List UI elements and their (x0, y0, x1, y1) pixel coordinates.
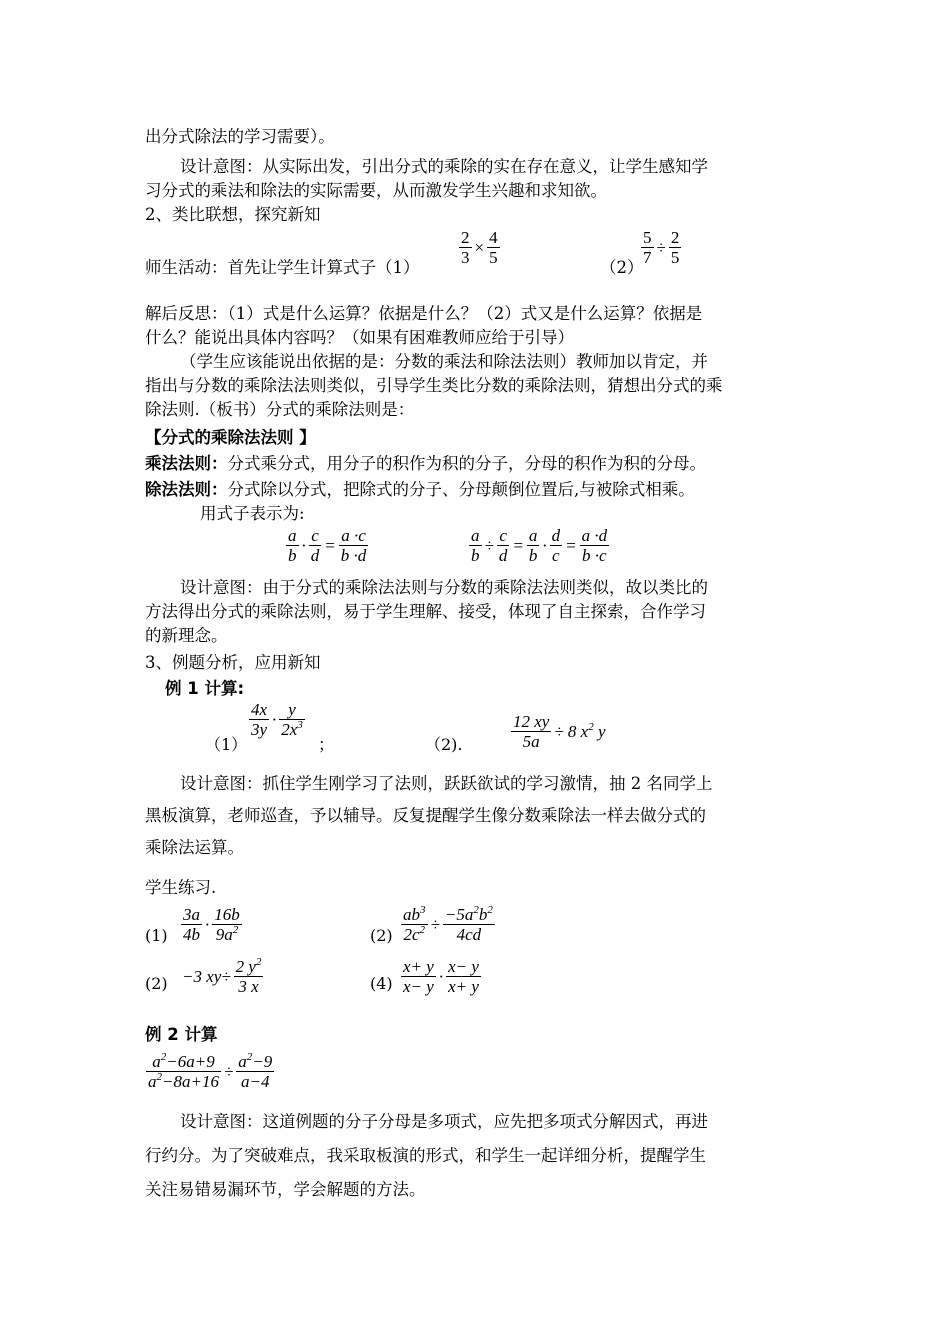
practice-heading: 学生练习. (145, 878, 217, 897)
practice-expr1: $\frac{3a}{4b}$ · $\frac{16b}{9a^2}$ (183, 905, 240, 944)
paragraph-line: 出分式除法的学习需要）。 (145, 127, 335, 146)
expression-label: （1） (205, 735, 248, 754)
practice-expr4: $\frac{x+ y}{x- y}$ · $\frac{x- y}{x+ y}$ (403, 957, 479, 996)
design-intent-line: 设计意图：从实际出发，引出分式的乘除的实在存在意义，让学生感知学 (180, 157, 708, 176)
reflection-line: 什么？能说出具体内容吗？（如果有困难教师应给于引导） (145, 328, 574, 347)
example1-expr2: $\frac{12 xy}{5a}$ ÷ 8 $x^2$ y (513, 712, 606, 751)
division-formula: $\frac{a}{b}$ ÷ $\frac{c}{d}$ = $\frac{a}{b}$ · $\frac{d}{c}$ = $\frac{a \cdot d}{b \cdot c}$ (471, 526, 608, 565)
rule-title: 【分式的乘除法法则 】 (145, 428, 316, 447)
activity-line: 师生活动：首先让学生计算式子（1） (145, 258, 420, 277)
example-heading: 例 2 计算 (145, 1025, 218, 1044)
paragraph-line: 行约分。为了突破难点，我采取板演的形式，和学生一起详细分析，提醒学生 (145, 1146, 706, 1165)
expression-separator: ； (318, 735, 335, 754)
paragraph-line: 乘除法运算。 (145, 838, 244, 857)
example2-expr: $\frac{a^2-6a+9}{a^2-8a+16}$ ÷ $\frac{a^2-9}{a-4}$ (148, 1051, 273, 1091)
paragraph-line: 关注易错易漏环节，学会解题的方法。 (145, 1180, 426, 1199)
division-rule: 除法法则：分式除以分式，把除式的分子、分母颠倒位置后,与被除式相乘。 (145, 480, 695, 499)
multiplication-rule: 乘法法则：分式乘分式，用分子的积作为积的分子，分母的积作为积的分母。 (145, 454, 706, 473)
expression-label: (1) (145, 926, 168, 945)
paragraph-line: 黑板演算，老师巡查，予以辅导。反复提醒学生像分数乘除法一样去做分式的 (145, 806, 706, 825)
reflection-line: 解后反思：（1）式是什么运算？依据是什么？（2）式又是什么运算？依据是 (145, 304, 703, 323)
paragraph-line: 方法得出分式的乘除法则，易于学生理解、接受，体现了自主探索，合作学习 (145, 602, 706, 621)
design-intent-line: 设计意图：抓住学生刚学习了法则，跃跃欲试的学习激情，抽 2 名同学上 (180, 774, 713, 793)
multiplication-formula: $\frac{a}{b}$ · $\frac{c}{d}$ = $\frac{a \cdot c}{b \cdot d}$ (288, 526, 367, 565)
paragraph-line: 习分式的乘法和除法的实际需要，从而激发学生兴趣和求知欲。 (145, 181, 607, 200)
formula-intro: 用式子表示为: (200, 504, 305, 523)
paragraph-line: 指出与分数的乘除法法则类似，引导学生类比分数的乘除法则，猜想出分式的乘 (145, 376, 723, 395)
example-heading: 例 1 计算: (165, 679, 245, 698)
paragraph-line: 的新理念。 (145, 626, 228, 645)
practice-expr2: $\frac{ab^3}{2c^2}$ ÷ $\frac{-5a^2b^2}{4cd}$ (403, 904, 493, 944)
expression-label: (4) (370, 974, 393, 993)
paragraph-line: 除法则.（板书）分式的乘除法则是： (145, 400, 415, 419)
design-intent-line: 设计意图：由于分式的乘除法法则与分数的乘除法法则类似，故以类比的 (180, 578, 708, 597)
expression-label: （2). (425, 735, 463, 754)
fraction-expression: $\frac{2}{3}$ × $\frac{4}{5}$ (461, 228, 498, 267)
example1-expr1: $\frac{4x}{3y}$ · $\frac{y}{2x^3}$ (251, 700, 303, 739)
expression-label: (2) (370, 926, 393, 945)
practice-expr3: −3 xy÷ $\frac{2 y^2}{3 x}$ (182, 956, 262, 996)
section-heading: 2、类比联想，探究新知 (145, 205, 321, 224)
expression-label: (2) (145, 974, 168, 993)
design-intent-line: 设计意图：这道例题的分子分母是多项式，应先把多项式分解因式，再进 (180, 1112, 708, 1131)
expression-label: （2） (600, 258, 644, 277)
fraction-expression: $\frac{5}{7}$ ÷ $\frac{2}{5}$ (643, 228, 680, 267)
section-heading: 3、例题分析，应用新知 (145, 653, 321, 672)
paragraph-line: （学生应该能说出依据的是：分数的乘法和除法法则）教师加以肯定，并 (180, 352, 708, 371)
